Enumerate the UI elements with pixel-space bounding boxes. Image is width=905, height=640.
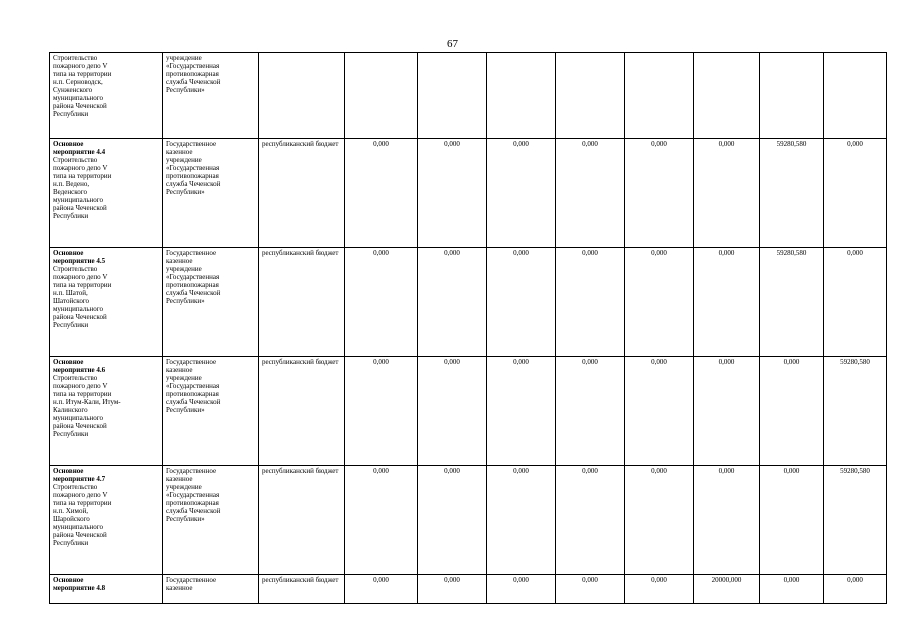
executor-cell: Государственное казенное учреждение «Государственная противопожарная служба Чеченской Республики» [163,248,259,357]
value-cell: 0,000 [556,139,625,248]
value-cell: 0,000 [625,139,694,248]
value-cell: 0,000 [760,575,824,604]
value-cell [556,53,625,139]
table-row [50,248,887,357]
value-cell: 0,000 [625,357,694,466]
value-cell: 0,000 [345,357,418,466]
value-cell: 0,000 [418,575,487,604]
value-cell: 0,000 [625,466,694,575]
value-cell: 0,000 [694,248,760,357]
executor-cell: Государственное казенное учреждение «Государственная противопожарная служба Чеченской Республики» [163,357,259,466]
value-cell: 0,000 [556,575,625,604]
activity-cell [50,466,163,575]
value-cell: 0,000 [824,575,887,604]
table-row [50,53,887,139]
value-cell: 0,000 [345,248,418,357]
activity-text: Строительство пожарного депо V типа на территории н.п. Итум-Кали, Итум- Калинского муниципального района Чеченской Республики [53,374,121,438]
activity-text: Строительство пожарного депо V типа на территории н.п. Химой, Шаройского муниципального района Чеченской Республики [53,483,112,547]
table-row [50,357,887,466]
value-cell [625,53,694,139]
value-cell: 0,000 [418,139,487,248]
value-cell [824,53,887,139]
value-cell: 0,000 [487,357,556,466]
value-cell: 0,000 [418,466,487,575]
activity-cell [50,575,163,604]
page-number: 67 [447,38,458,50]
activity-cell [50,139,163,248]
executor-cell: Государственное казенное [163,575,259,604]
value-cell: 0,000 [487,466,556,575]
value-cell: 0,000 [418,357,487,466]
value-cell: 0,000 [556,357,625,466]
value-cell: 59280,580 [760,248,824,357]
value-cell: 0,000 [824,248,887,357]
table-row [50,139,887,248]
activity-title: Основное мероприятие 4.7 [53,467,106,483]
activity-text: Строительство пожарного депо V типа на территории н.п. Серноводск, Сунженского муниципального района Чеченской Республики [53,54,112,118]
executor-cell: Государственное казенное учреждение «Государственная противопожарная служба Чеченской Республики» [163,139,259,248]
value-cell: 0,000 [345,139,418,248]
value-cell: 0,000 [487,248,556,357]
value-cell: 0,000 [556,248,625,357]
value-cell: 0,000 [625,575,694,604]
value-cell [487,53,556,139]
value-cell: 0,000 [345,575,418,604]
value-cell [418,53,487,139]
funding-source-cell: республиканский бюджет [259,466,345,575]
funding-source-cell: республиканский бюджет [259,357,345,466]
activity-cell [50,248,163,357]
value-cell: 0,000 [760,357,824,466]
executor-cell: Государственное казенное учреждение «Государственная противопожарная служба Чеченской Республики» [163,466,259,575]
funding-source-cell [259,53,345,139]
value-cell: 59280,580 [824,466,887,575]
value-cell: 59280,580 [824,357,887,466]
value-cell: 0,000 [345,466,418,575]
value-cell: 0,000 [694,466,760,575]
activity-title: Основное мероприятие 4.8 [53,576,106,592]
value-cell [760,53,824,139]
budget-table [49,52,887,604]
value-cell: 0,000 [760,466,824,575]
activity-text: Строительство пожарного депо V типа на территории н.п. Ведено, Веденского муниципального района Чеченской Республики [53,156,112,220]
value-cell: 0,000 [625,248,694,357]
funding-source-cell: республиканский бюджет [259,575,345,604]
value-cell: 20000,000 [694,575,760,604]
value-cell: 59280,580 [760,139,824,248]
activity-title: Основное мероприятие 4.4 [53,140,106,156]
value-cell: 0,000 [556,466,625,575]
funding-source-cell: республиканский бюджет [259,248,345,357]
value-cell: 0,000 [694,357,760,466]
value-cell: 0,000 [487,575,556,604]
activity-cell [50,357,163,466]
value-cell: 0,000 [487,139,556,248]
activity-cell [50,53,163,139]
value-cell [345,53,418,139]
executor-cell: учреждение «Государственная противопожарная служба Чеченской Республики» [163,53,259,139]
funding-source-cell: республиканский бюджет [259,139,345,248]
value-cell [694,53,760,139]
value-cell: 0,000 [418,248,487,357]
value-cell: 0,000 [824,139,887,248]
value-cell: 0,000 [694,139,760,248]
table-row [50,466,887,575]
activity-title: Основное мероприятие 4.6 [53,358,106,374]
activity-title: Основное мероприятие 4.5 [53,249,106,265]
activity-text: Строительство пожарного депо V типа на территории н.п. Шатой, Шатойского муниципального района Чеченской Республики [53,265,112,329]
table-row [50,575,887,604]
